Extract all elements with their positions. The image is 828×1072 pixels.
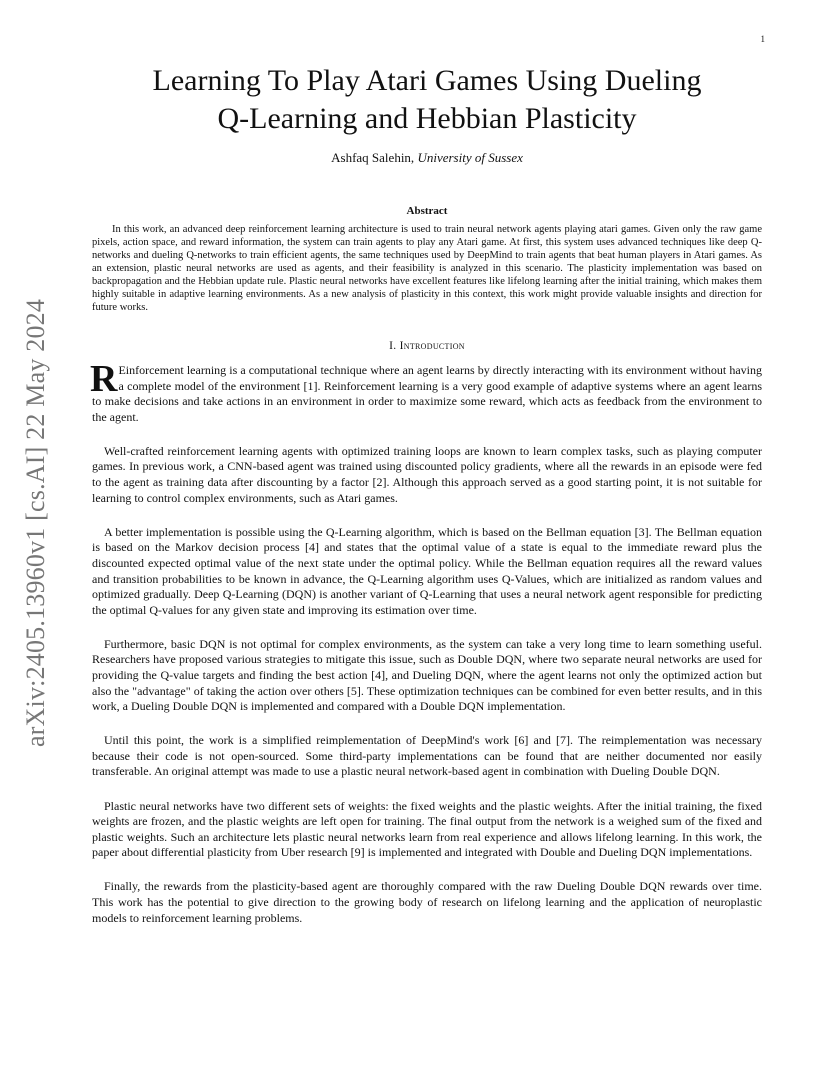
intro-paragraph-1-text: Einforcement learning is a computational technique where an agent learns by directly interacting with its environment without having a complete model of the environment [1]. Reinforcement learning is a very good example of adaptive systems where an agent learns to make decisions and take actions in an environment in order to maximize some reward, which acts as feedback from the environment to the agent.: [92, 363, 762, 424]
title-line-1: Learning To Play Atari Games Using Dueling: [152, 64, 702, 97]
intro-paragraph-3: A better implementation is possible using the Q-Learning algorithm, which is based on the Bellman equation [3]. The Bellman equation is based on the Markov decision process [4] and states that the optimal value of a state is equal to the immediate reward plus the discounted expected optimal value of the next state under the optimal policy. While the Bellman equation requires all the reward values and transition probabilities to be known in advance, the Q-Learning algorithm uses Q-Values, which are initialized as random values and optimized gradually. Deep Q-Learning (DQN) is another variant of Q-Learning that uses a neural network agent responsible for predicting the optimal Q-values for any given state and improving its estimation over time.: [92, 524, 762, 617]
intro-paragraph-5: Until this point, the work is a simplified reimplementation of DeepMind's work [6] and [7]. The reimplementation was necessary because their code is not open-sourced. Some third-party implementations can be found that are neither documented nor easily transferable. An original attempt was made to use a plastic neural network-based agent in combination with Dueling Double DQN.: [92, 733, 762, 779]
page-number: 1: [760, 34, 765, 44]
arxiv-identifier-text: arXiv:2405.13960v1 [cs.AI] 22 May 2024: [21, 298, 50, 748]
paper-title: [92, 62, 762, 138]
section-heading: [92, 340, 762, 352]
section-number: I.: [389, 340, 397, 352]
title-line-2: Q-Learning and Hebbian Plasticity: [217, 102, 637, 135]
section-title: Introduction: [399, 340, 465, 352]
author-affiliation: University of Sussex: [417, 150, 523, 165]
author-line: [92, 150, 762, 166]
arxiv-identifier-stamp: [16, 288, 56, 758]
abstract-text: In this work, an advanced deep reinforcement learning architecture is used to train neural network agents playing atari games. Given only the raw game pixels, action space, and reward information, the system can train agents to play any Atari game. At first, this system uses advanced techniques like deep Q-networks and dueling Q-networks to train efficient agents, the same techniques used by DeepMind to train agents that beat human players in Atari games. As an extension, plastic neural networks are used as agents, and their feasibility is analyzed in this scenario. The plasticity implementation was based on backpropagation and the Hebbian update rule. Plastic neural networks have excellent features like lifelong learning after the initial training, which makes them highly suitable in adaptive learning environments. As a new analysis of plasticity in this context, this work might provide valuable insights and direction for future works.: [92, 224, 762, 313]
intro-paragraph-7: Finally, the rewards from the plasticity-based agent are thoroughly compared with the raw Dueling Double DQN rewards over time. This work has the potential to give direction to the growing body of research on lifelong learning and the application of neuroplastic models to reinforcement learning problems.: [92, 879, 762, 925]
author-name: Ashfaq Salehin,: [331, 150, 415, 165]
abstract-heading: Abstract: [406, 205, 448, 217]
intro-paragraph-1: [90, 358, 762, 425]
intro-paragraph-6: Plastic neural networks have two different sets of weights: the fixed weights and the plastic weights. After the initial training, the fixed weights are frozen, and the plastic weights are left open for training. The final output from the network is a weighed sum of the fixed and plastic weights. Such an architecture lets plastic neural networks learn from real experience and allows lifelong learning. In this work, the paper about differential plasticity from Uber research [9] is implemented and integrated with Double and Dueling DQN implementations.: [92, 798, 762, 860]
intro-paragraph-4: Furthermore, basic DQN is not optimal for complex environments, as the system can take a very long time to learn something useful. Researchers have proposed various strategies to mitigate this issue, such as Double DQN, where two separate neural networks are used for providing the Q-value targets and finding the best action [4], and Dueling DQN, where the agent learns not only the optimized action but also the "advantage" of taking the action over others [5]. These optimization techniques can be combined for even better results, and in this work, a Dueling Double DQN is implemented and compared with a Double DQN implementation.: [92, 636, 762, 714]
drop-cap-letter: R: [90, 358, 118, 400]
paper-body: [92, 62, 762, 926]
intro-paragraph-2: Well-crafted reinforcement learning agents with optimized training loops are known to learn complex tasks, such as playing computer games. In previous work, a CNN-based agent was trained using discounted policy gradients, where all the rewards in an episode were fed to the agent as training data after discounting by a factor [2]. Although this approach served as a good starting point, it is not suitable for learning to control complex environments, such as Atari games.: [92, 443, 762, 505]
